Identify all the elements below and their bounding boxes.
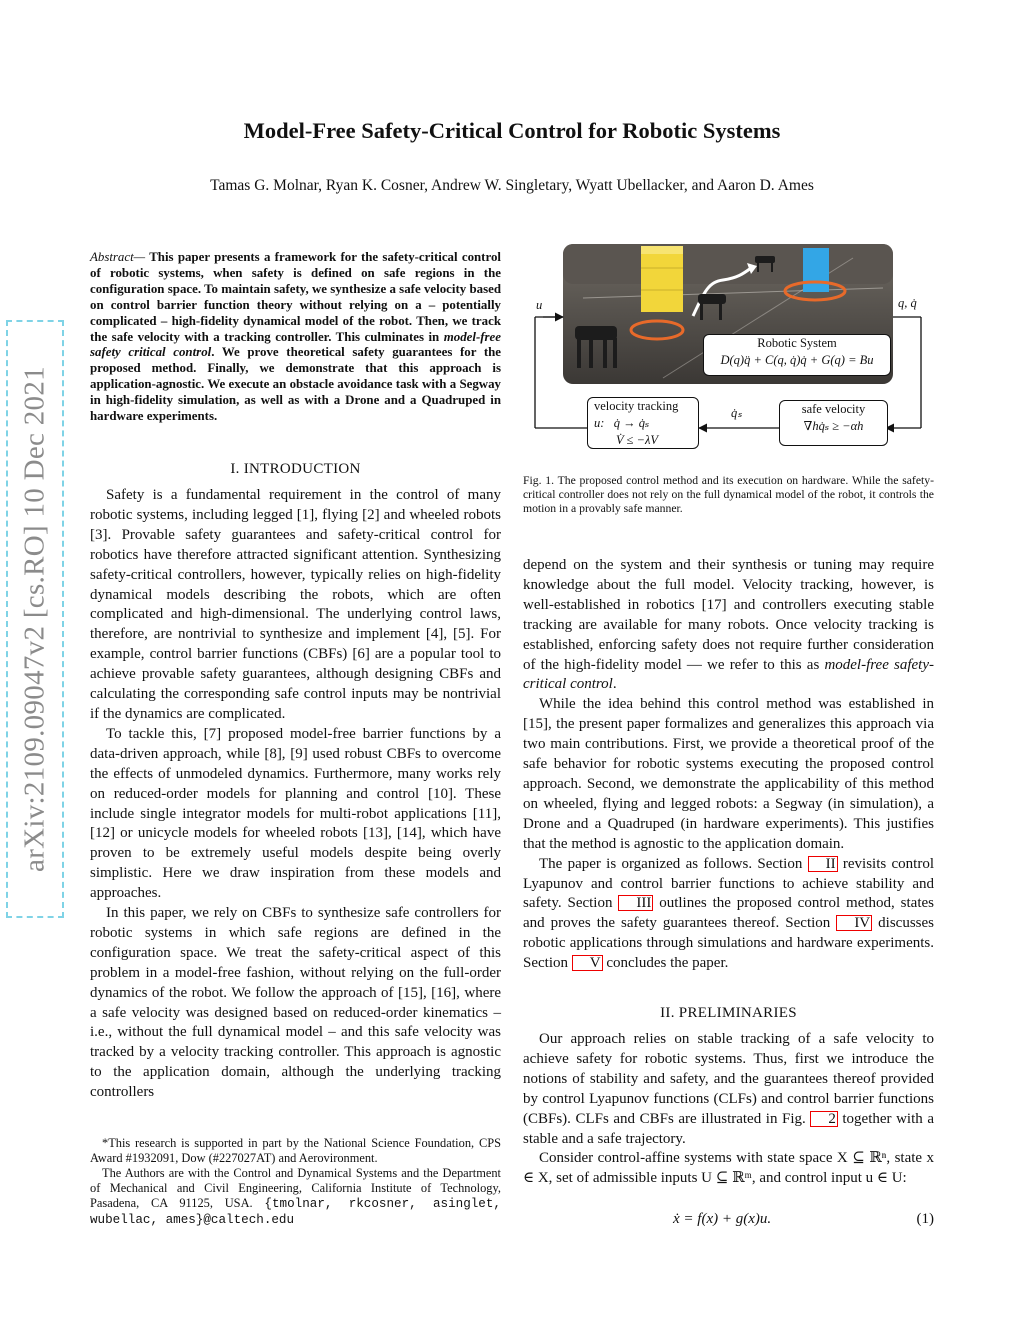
author-emails: {tmolnar, rkcosner, asinglet, wubellac, ames}@caltech.edu bbox=[90, 1197, 501, 1227]
preliminaries-text: together with a stable and a safe trajectory. bbox=[523, 1110, 934, 1147]
robotic-system-box bbox=[703, 334, 891, 376]
intro-continued bbox=[523, 556, 934, 695]
organization-text: concludes the paper. bbox=[602, 955, 729, 972]
arxiv-id: arXiv:2109.09047v2 [cs.RO] 10 Dec 2021 bbox=[18, 366, 51, 872]
state-q-label: q, q̇ bbox=[898, 296, 917, 310]
figure-ref-link[interactable]: 2 bbox=[810, 1111, 838, 1127]
footnote bbox=[90, 1136, 501, 1228]
abstract bbox=[90, 250, 501, 425]
preliminaries-body bbox=[523, 1030, 934, 1189]
abstract-emphasis: model-free safety critical control bbox=[90, 329, 501, 360]
section-ref-link[interactable]: III bbox=[618, 895, 653, 911]
figure-1 bbox=[523, 238, 934, 466]
section-ref-link[interactable]: II bbox=[808, 856, 838, 872]
model-free-emphasis: model-free safety-critical control bbox=[523, 656, 934, 693]
lyapunov-condition: V̇ ≤ −λV bbox=[616, 433, 659, 447]
organization-text: revisits control Lyapunov and control barrier functions to achieve stability and safety. Section bbox=[523, 855, 934, 912]
preliminaries-heading: II. PRELIMINARIES bbox=[660, 1005, 797, 1021]
affiliation-text: The Authors are with the Control and Dynamical Systems and the Department of Mechanical and Civil Engineering, California Institute of Technology, Pasadena, CA 91125, USA. bbox=[90, 1166, 501, 1210]
abstract-label: Abstract— bbox=[90, 250, 146, 264]
safe-velocity-signal-label: q̇ₛ bbox=[731, 406, 742, 420]
intro-continued-text: depend on the system and their synthesis or tuning may require knowledge about the full model. Velocity tracking, however, is well-established in robotics [17] and controllers executing stable tracking are available for many robots. Once velocity tracking is established, enforcing safety does not require further consideration of the high-fidelity model — we refer to this as bbox=[523, 557, 934, 673]
author-list: Tamas G. Molnar, Ryan K. Cosner, Andrew W. Singletary, Wyatt Ubellacker, and Aaron D. Ames bbox=[210, 177, 814, 194]
right-column-body bbox=[523, 556, 934, 974]
intro-paragraph: Safety is a fundamental requirement in the control of many robotic systems, including legged [1], flying [2] and wheeled robots [3]. Provable safety guarantees and safety-critical control for robotics have therefore attracted significant attention. Synthesizing safety-critical controllers, however, typically relies on high-fidelity dynamical models describing the robots, which are often complicated and high-dimensional. The underlying control laws, therefore, are nontrivial to synthesize and implement [4], [5]. For example, control barrier functions (CBFs) [6] are a popular tool to achieve provable safety guarantees, although designing CBFs and calculating the corresponding safe control inputs may be nontrivial if the dynamics are complicated. bbox=[90, 487, 501, 722]
intro-paragraph: To tackle this, [7] proposed model-free barrier functions by a data-driven approach, while [8], [9] used robust CBFs to overcome the effects of unmodeled dynamics. Furthermore, many works rely on reduced-order models for planning and control [10]. These include single integrator models for multi-robot applications [11], [12] or unicycle models for wheeled robots [13], [14], which have proven to be extremely useful models despite being overly simplistic. Here we draw inspiration from these models and approaches. bbox=[90, 725, 501, 902]
funding-note: *This research is supported in part by the National Science Foundation, CPS Award #1932091, Dow (#227027AT) and Aerovironment. bbox=[90, 1136, 501, 1165]
section-ref-link[interactable]: V bbox=[572, 955, 603, 971]
blue-obstacle bbox=[803, 248, 829, 292]
barrier-condition: ∇hq̇ₛ ≥ −αh bbox=[803, 419, 864, 433]
intro-paragraph: In this paper, we rely on CBFs to synthesize safe controllers for robotic systems in which safe regions are defined in the configuration space. We treat the safety-critical aspect of this problem in a model-free fashion, without relying on the full-order dynamics of the robot. We follow the approach of [15], [16], where a safe velocity was designed based on reduced-order kinematics – i.e., without the full dynamical model – and this safe velocity was tracked by a velocity tracking controller. This approach is agnostic to the application domain, although the underlying tracking controllers bbox=[90, 905, 501, 1101]
intro-body bbox=[90, 486, 501, 1103]
figure-1-caption: Fig. 1. The proposed control method and its execution on hardware. While the safety-critical controller does not rely on the full dynamical model of the robot, it controls the motion in a provably safe manner. bbox=[523, 474, 934, 516]
section-ref-link[interactable]: IV bbox=[836, 915, 872, 931]
input-u-label: u bbox=[536, 298, 543, 312]
abstract-text: This paper presents a framework for the safety-critical control of robotic systems, when safety is defined on safe regions in the configuration space. To maintain safety, we synthesize a safe velocity based on control barrier function theory without relying on a – potentially complicated – high-fidelity dynamical model of the robot. Then, we track the safe velocity with a tracking controller. This culminates in bbox=[90, 250, 501, 344]
robotic-system-equation: D(q)q̈ + C(q, q̇)q̇ + G(q) = Bu bbox=[720, 353, 874, 367]
intro-continued-end: . bbox=[612, 676, 617, 693]
arxiv-watermark bbox=[6, 320, 64, 918]
equation-body: ẋ = f(x) + g(x)u. bbox=[673, 1211, 772, 1227]
affiliation-note bbox=[90, 1166, 501, 1228]
system-definition-paragraph: Consider control-affine systems with state space X ⊆ ℝⁿ, state x ∈ X, set of admissible inputs U ⊆ ℝᵐ, and control input u ∈ U: bbox=[523, 1150, 934, 1187]
organization-text: outlines the proposed control method, states and proves the safety guarantees thereof. Section bbox=[523, 895, 934, 932]
preliminaries-text: Our approach relies on stable tracking of a safe velocity to achieve safety for robotic systems. Thus, first we introduce the notions of stability and safety, and the guarantees thereof provided by control Lyapunov functions (CLFs) and control barrier functions (CBFs). CLFs and CBFs are illustrated in Fig. bbox=[523, 1031, 934, 1127]
tracking-equation: q̇ → q̇ₛ bbox=[613, 416, 650, 430]
safe-velocity-box bbox=[779, 400, 888, 446]
organization-text: The paper is organized as follows. Section bbox=[539, 855, 808, 872]
abstract-text-2: . We prove theoretical safety guarantees for the proposed method. Finally, we demonstrate that this approach is application-agnostic. We execute an obstacle avoidance task with a Segway in high-fidelity simulation, as well as with a Drone and a Quadruped in hardware experiments. bbox=[90, 345, 502, 424]
tracking-u-label: u: bbox=[594, 416, 605, 430]
robotic-system-title: Robotic System bbox=[757, 336, 837, 350]
intro-heading: I. INTRODUCTION bbox=[230, 461, 361, 477]
safe-velocity-title: safe velocity bbox=[801, 402, 866, 416]
equation-number: (1) bbox=[916, 1211, 934, 1227]
organization-text: discusses robotic applications through simulations and hardware experiments. Section bbox=[523, 915, 934, 972]
preliminaries-paragraph bbox=[523, 1030, 934, 1149]
paper-title: Model-Free Safety-Critical Control for Robotic Systems bbox=[243, 118, 781, 143]
organization-paragraph bbox=[523, 855, 934, 974]
yellow-obstacle bbox=[641, 246, 683, 312]
velocity-tracking-box bbox=[587, 397, 699, 449]
contributions-paragraph: While the idea behind this control method was established in [15], the present paper formalizes and generalizes this approach via two main contributions. First, we provide a theoretical proof of the safe behavior for robotic systems executing the proposed control approach. Second, we demonstrate the applicability of this method on wheeled, flying and legged robots: a Segway (in simulation), a Drone and a Quadruped (in hardware experiments). This justifies that the method is agnostic to the application domain. bbox=[523, 696, 934, 852]
velocity-tracking-title: velocity tracking bbox=[594, 399, 679, 413]
